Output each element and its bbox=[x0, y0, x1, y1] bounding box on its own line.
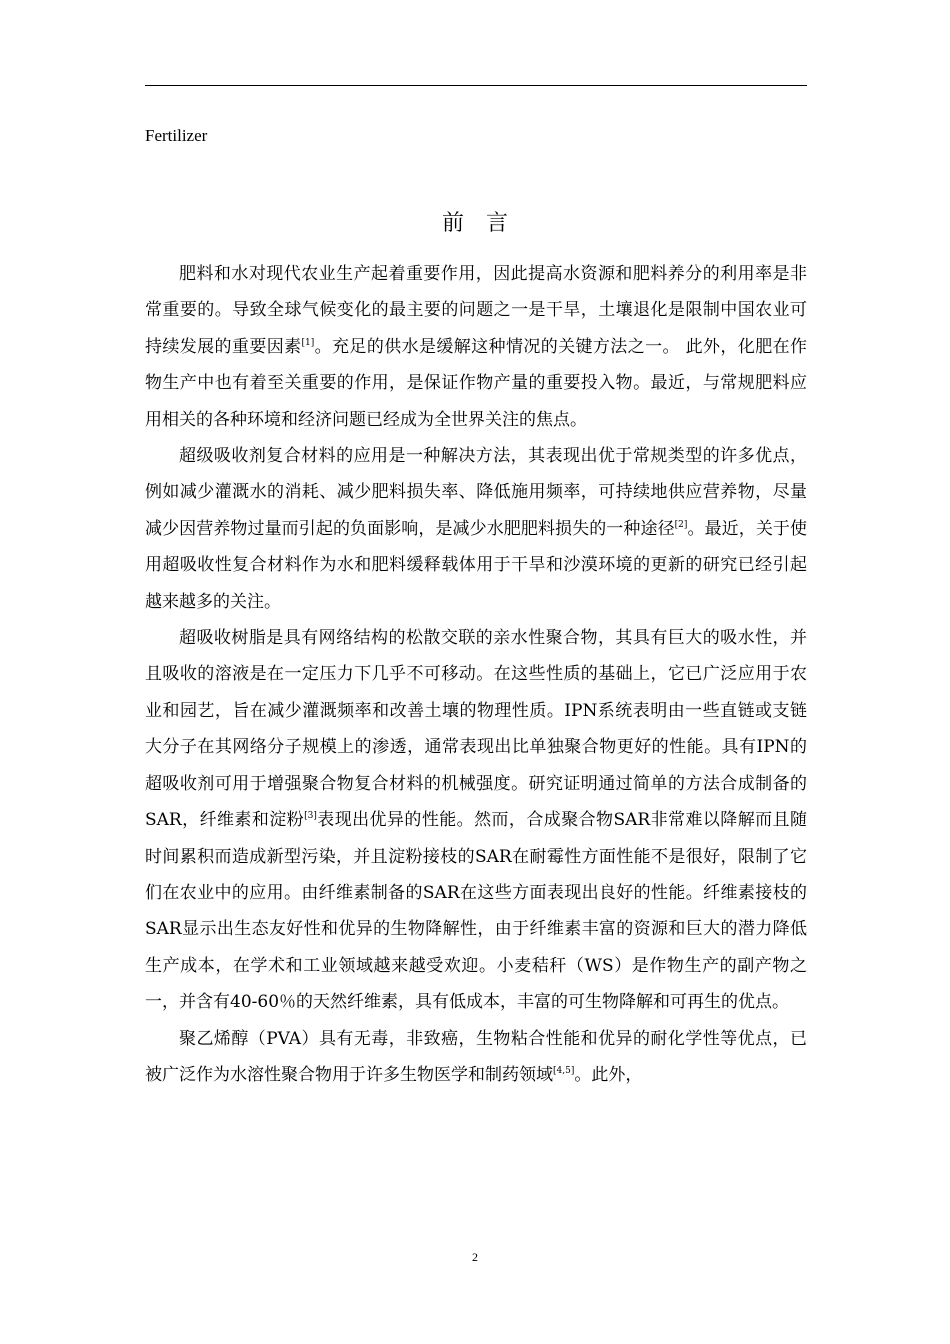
citation: [4,5] bbox=[553, 1065, 575, 1076]
paragraph-text: 肥料和水对现代农业生产起着重要作用，因此提高水资源和肥料养分的利用率是非常重要的。导致全球气候变化的最主要的问题之一是干旱，土壤退化是限制中国农业可持续发展的重要因素 bbox=[145, 264, 807, 357]
paragraph-text: 。充足的供水是缓解这种情况的关键方法之一。 此外，化肥在作物生产中也有着至关重要的作用，是保证作物产量的重要投入物。最近，与常规肥料应用相关的各种环境和经济问题已经成为全世界关注的焦点。 bbox=[145, 336, 807, 430]
paragraph-text: 表现出优异的性能。然而，合成聚合物SAR非常难以降解而且随时间累积而造成新型污染，并且淀粉接枝的SAR在耐霉性方面性能不是很好，限制了它们在农业中的应用。由纤维素制备的SAR在这些方面表现出良好的性能。纤维素接枝的SAR显示出生态友好性和优异的生物降解性，由于纤维素丰富的资源和巨大的潜力降低生产成本，在学术和工业领域越来越受欢迎。小麦秸秆（WS）是作物生产的副产物之一，并含有40-60％的天然纤维素，具有低成本，丰富的可生物降解和可再生的优点。 bbox=[145, 810, 807, 1013]
paragraph bbox=[145, 620, 807, 1020]
paragraph-text: 聚乙烯醇（PVA）具有无毒，非致癌，生物粘合性能和优异的耐化学性等优点，已被广泛作为水溶性聚合物用于许多生物医学和制药领域 bbox=[145, 1028, 807, 1085]
paragraph-text: 。此外， bbox=[574, 1064, 643, 1085]
paragraph bbox=[145, 438, 807, 620]
paragraph-text: 超级吸收剂复合材料的应用是一种解决方法，其表现出优于常规类型的许多优点，例如减少灌溉水的消耗、减少肥料损失率、降低施用频率，可持续地供应营养物，尽量减少因营养物过量而引起的负面影响，是减少水肥肥料损失的一种途径 bbox=[145, 446, 807, 539]
paragraph-text: 。最近，关于使用超吸收性复合材料作为水和肥料缓释载体用于干旱和沙漠环境的更新的研究已经引起越来越多的关注。 bbox=[145, 518, 808, 612]
citation: [1] bbox=[301, 337, 315, 348]
section-heading: 前言 bbox=[441, 211, 530, 236]
carryover-text: Fertilizer bbox=[145, 126, 208, 145]
header-rule bbox=[145, 85, 807, 86]
page-number: 2 bbox=[472, 1250, 478, 1264]
paragraph bbox=[145, 1021, 807, 1094]
paragraph-text: 超吸收树脂是具有网络结构的松散交联的亲水性聚合物，其具有巨大的吸水性，并且吸收的溶液是在一定压力下几乎不可移动。在这些性质的基础上，它已广泛应用于农业和园艺，旨在减少灌溉频率和改善土壤的物理性质。IPN系统表明由一些直链或支链大分子在其网络分子规模上的渗透，通常表现出比单独聚合物更好的性能。具有IPN的超吸收剂可用于增强聚合物复合材料的机械强度。研究证明通过简单的方法合成制备的SAR，纤维素和淀粉 bbox=[145, 628, 807, 831]
citation: [2] bbox=[674, 519, 688, 530]
citation: [3] bbox=[304, 811, 317, 822]
paragraph bbox=[145, 256, 807, 438]
body-text bbox=[145, 256, 807, 1093]
